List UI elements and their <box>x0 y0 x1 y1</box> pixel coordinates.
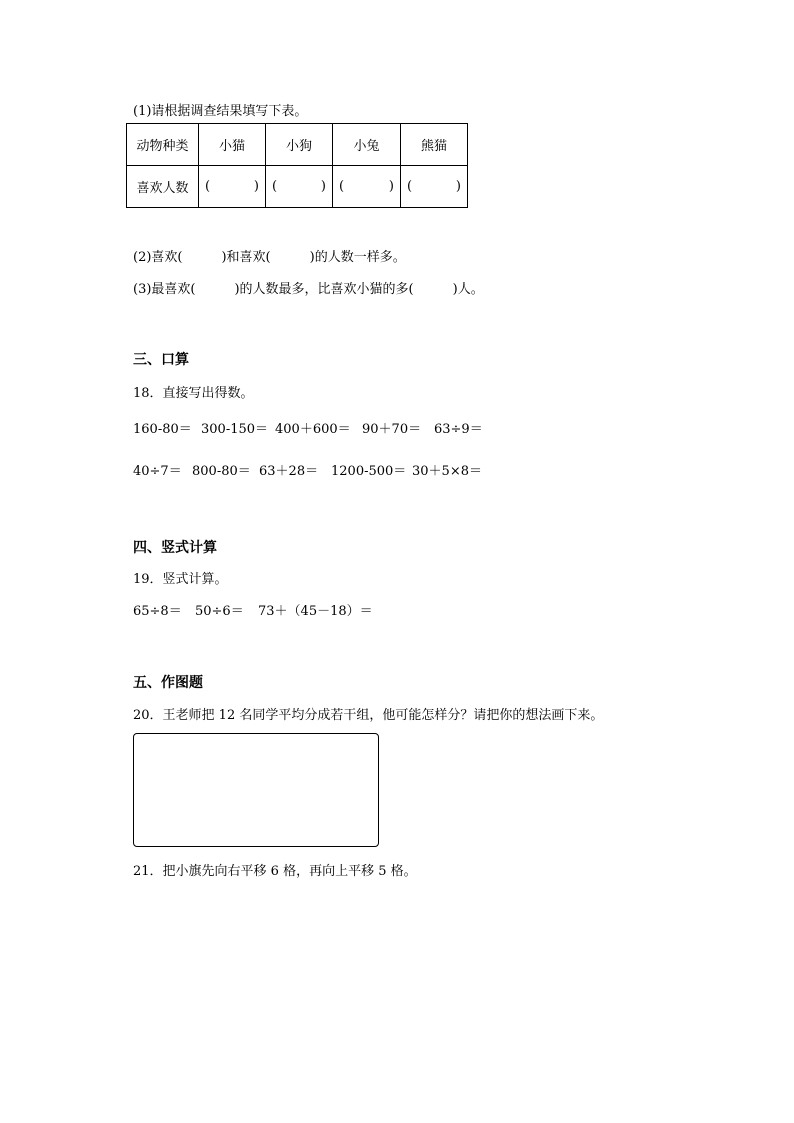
animal-dog: 小狗 <box>266 124 333 166</box>
table-row <box>127 124 468 166</box>
paren-close: ) <box>455 179 461 194</box>
survey-table <box>126 123 468 208</box>
paren-open: ( <box>272 179 278 194</box>
question-3: (3)最喜欢( )的人数最多，比喜欢小猫的多( )人。 <box>133 282 484 297</box>
mental-math-7: 800-80＝ <box>192 464 251 479</box>
mental-math-4: 90＋70＝ <box>362 422 422 437</box>
mental-math-5: 63÷9＝ <box>434 422 483 437</box>
mental-math-1: 160-80＝ <box>133 422 192 437</box>
question-2: (2)喜欢( )和喜欢( )的人数一样多。 <box>133 250 406 265</box>
table-row <box>127 166 468 208</box>
paren-open: ( <box>339 179 345 194</box>
vertical-calc-1: 65÷8＝ <box>133 604 182 619</box>
table-header-label: 动物种类 <box>127 124 199 166</box>
drawing-area[interactable] <box>133 733 379 847</box>
mental-math-6: 40÷7＝ <box>133 464 182 479</box>
section-4-title: 四、竖式计算 <box>133 540 217 556</box>
question-21: 21．把小旗先向右平移 6 格，再向上平移 5 格。 <box>133 864 417 879</box>
answer-blank-dog[interactable] <box>266 166 333 208</box>
paren-close: ) <box>320 179 326 194</box>
paren-open: ( <box>407 179 413 194</box>
answer-blank-panda[interactable] <box>401 166 468 208</box>
vertical-calc-3: 73＋（45－18）＝ <box>258 604 373 619</box>
section-3-title: 三、口算 <box>133 352 189 368</box>
question-19: 19．竖式计算。 <box>133 572 228 587</box>
mental-math-3: 400＋600＝ <box>275 422 351 437</box>
paren-close: ) <box>388 179 394 194</box>
section-5-title: 五、作图题 <box>133 675 203 691</box>
paren-close: ) <box>253 179 259 194</box>
question-18: 18．直接写出得数。 <box>133 386 254 401</box>
animal-panda: 熊猫 <box>401 124 468 166</box>
answer-blank-rabbit[interactable] <box>333 166 401 208</box>
part1-instruction: (1)请根据调查结果填写下表。 <box>133 104 308 119</box>
mental-math-9: 1200-500＝ <box>331 464 407 479</box>
paren-open: ( <box>205 179 211 194</box>
question-20: 20．王老师把 12 名同学平均分成若干组，他可能怎样分？请把你的想法画下来。 <box>133 708 604 723</box>
answer-blank-cat[interactable] <box>199 166 266 208</box>
mental-math-8: 63＋28＝ <box>259 464 319 479</box>
mental-math-10: 30＋5×8＝ <box>412 464 482 479</box>
animal-cat: 小猫 <box>199 124 266 166</box>
table-row-label: 喜欢人数 <box>127 166 199 208</box>
animal-rabbit: 小兔 <box>333 124 401 166</box>
vertical-calc-2: 50÷6＝ <box>195 604 244 619</box>
mental-math-2: 300-150＝ <box>201 422 269 437</box>
